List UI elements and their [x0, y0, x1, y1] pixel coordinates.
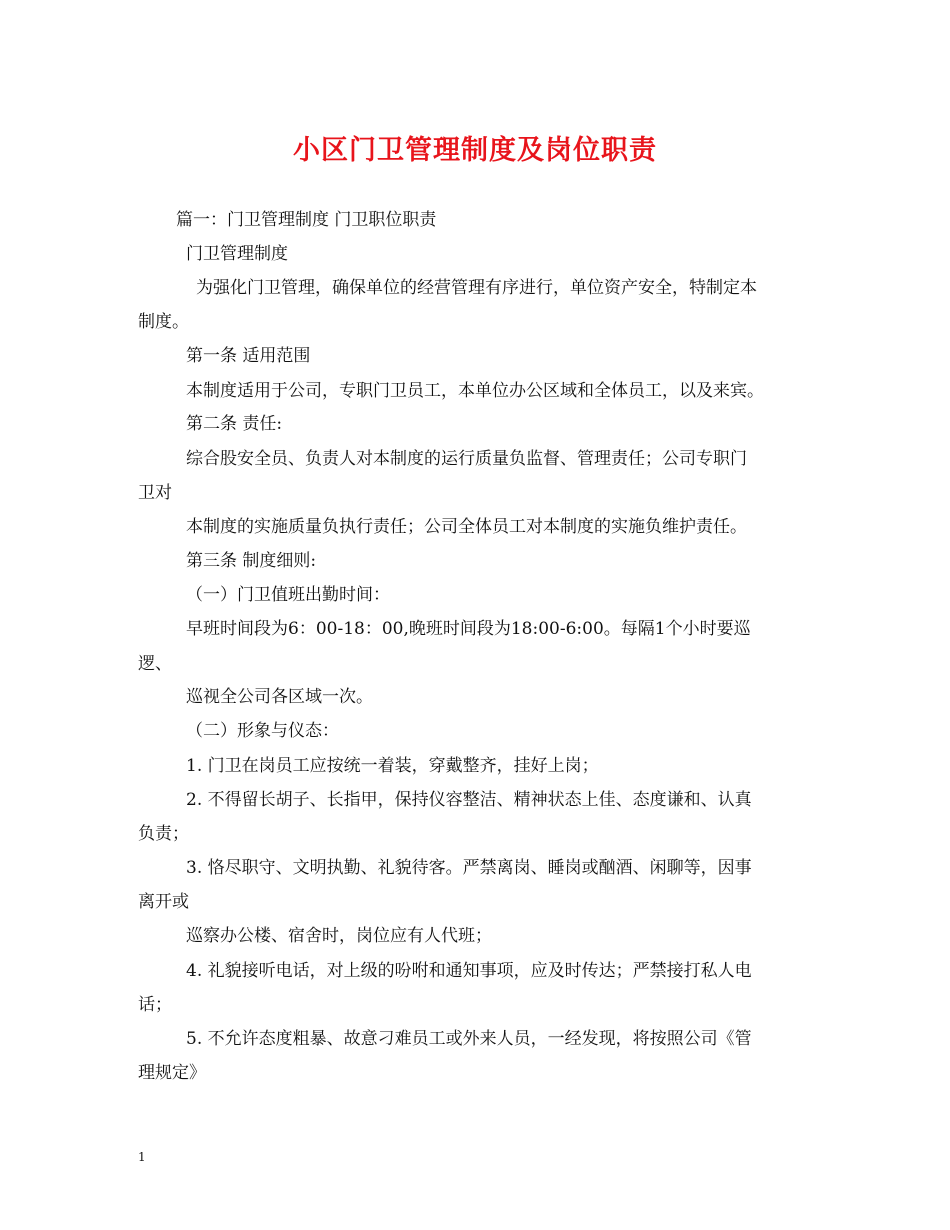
paragraph-line: 话；: [138, 995, 172, 1015]
paragraph-line: 3. 恪尽职守、文明执勤、礼貌待客。严禁离岗、睡岗或酗酒、闲聊等，因事: [186, 858, 752, 878]
document-title: 小区门卫管理制度及岗位职责: [293, 135, 657, 166]
paragraph-line: 早班时间段为6：00-18：00,晚班时间段为18:00-6:00。每隔1个小时要巡: [186, 619, 751, 639]
paragraph-line: 本制度适用于公司，专职门卫员工，本单位办公区域和全体员工，以及来宾。: [186, 381, 764, 401]
paragraph-line: 4. 礼貌接听电话，对上级的吩咐和通知事项，应及时传达；严禁接打私人电: [186, 961, 752, 981]
paragraph-line: （二）形象与仪态：: [186, 721, 339, 741]
paragraph-line: 门卫管理制度: [186, 244, 288, 264]
paragraph-line: （一）门卫值班出勤时间：: [186, 585, 390, 605]
paragraph-line: 综合股安全员、负责人对本制度的运行质量负监督、管理责任；公司专职门: [186, 449, 747, 469]
paragraph-line: 5. 不允许态度粗暴、故意刁难员工或外来人员，一经发现，将按照公司《管: [186, 1029, 752, 1049]
paragraph-line: 2. 不得留长胡子、长指甲，保持仪容整洁、精神状态上佳、态度谦和、认真: [186, 790, 752, 810]
paragraph-line: 第三条 制度细则:: [186, 551, 317, 571]
paragraph-line: 巡察办公楼、宿舍时，岗位应有人代班；: [186, 926, 492, 946]
paragraph-line: 第二条 责任:: [186, 414, 283, 434]
paragraph-line: 巡视全公司各区域一次。: [186, 687, 373, 707]
paragraph-line: 本制度的实施质量负执行责任；公司全体员工对本制度的实施负维护责任。: [186, 517, 747, 537]
paragraph-line: 第一条 适用范围: [186, 346, 311, 366]
paragraph-line: 离开或: [138, 892, 189, 912]
paragraph-line: 理规定》: [138, 1063, 206, 1083]
section-heading: 篇一：门卫管理制度 门卫职位职责: [176, 210, 437, 230]
paragraph-line: 逻、: [138, 654, 172, 674]
paragraph-line: 制度。: [138, 312, 189, 332]
paragraph-line: 卫对: [138, 483, 172, 503]
page-number: 1: [138, 1150, 146, 1164]
paragraph-line: 1. 门卫在岗员工应按统一着装，穿戴整齐，挂好上岗；: [186, 756, 599, 776]
paragraph-line: 负责；: [138, 824, 189, 844]
paragraph-line: 为强化门卫管理，确保单位的经营管理有序进行，单位资产安全，特制定本: [196, 278, 757, 298]
